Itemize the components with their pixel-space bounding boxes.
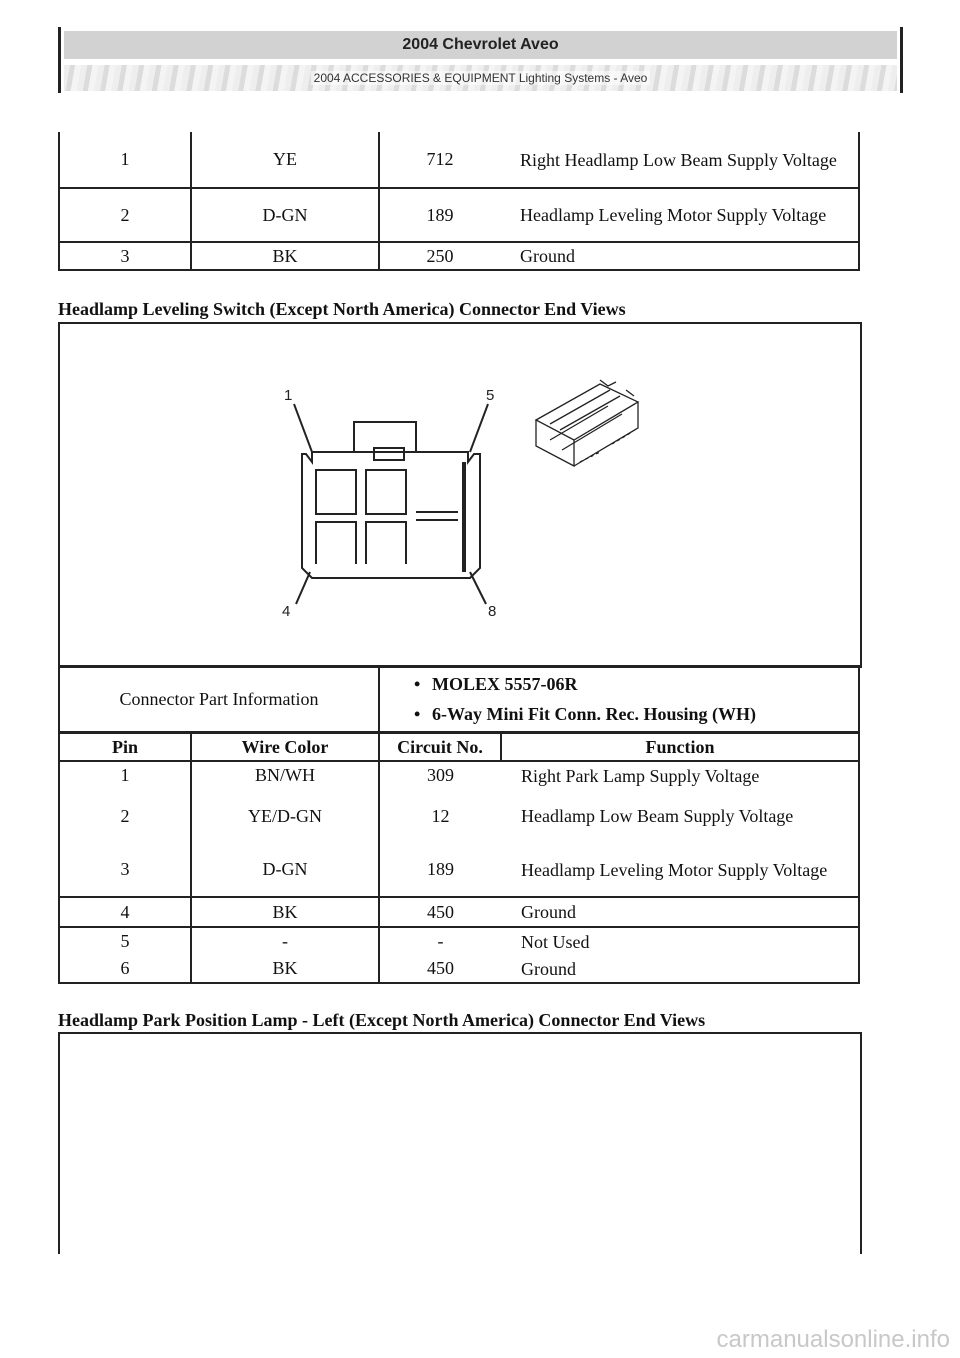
connector-part-info (58, 665, 860, 733)
header-title: 2004 Chevrolet Aveo (64, 31, 897, 59)
circuit-cell: 12 (379, 789, 501, 843)
wire-color-cell: BK (191, 897, 379, 927)
header-right-rule (900, 27, 903, 93)
wire-color-cell: - (191, 927, 379, 955)
pin-cell: 3 (59, 843, 191, 897)
part-info-label: Connector Part Information (59, 666, 379, 732)
wire-color-cell: D-GN (191, 843, 379, 897)
table-row (59, 789, 859, 843)
part-info-values (379, 666, 859, 732)
pin1-label: 1 (284, 387, 293, 404)
header-subtitle-text: 2004 ACCESSORIES & EQUIPMENT Lighting Systems - Aveo (311, 71, 651, 85)
part-info-list (410, 669, 857, 729)
wire-color-cell: BK (191, 955, 379, 983)
function-cell: Not Used (501, 927, 859, 955)
pin-cell: 3 (59, 242, 191, 270)
circuit-cell: - (379, 927, 501, 955)
wire-color-cell: BK (191, 242, 379, 270)
connector-diagram-panel (58, 322, 862, 668)
table-row (59, 955, 859, 983)
pin-cell: 2 (59, 789, 191, 843)
pin-cell: 2 (59, 188, 191, 242)
wire-color-cell: D-GN (191, 188, 379, 242)
col-header-function: Function (501, 733, 859, 761)
pin-cell: 5 (59, 927, 191, 955)
wire-color-cell: YE (191, 132, 379, 188)
pin-cell: 1 (59, 761, 191, 789)
function-cell: Ground (500, 242, 859, 270)
function-cell: Headlamp Leveling Motor Supply Voltage (500, 188, 859, 242)
col-header-wire-color: Wire Color (191, 733, 379, 761)
table-row (59, 927, 859, 955)
circuit-cell: 250 (379, 242, 500, 270)
park-section-heading: Headlamp Park Position Lamp - Left (Except North America) Connector End Views (58, 1010, 706, 1030)
function-cell: Ground (501, 897, 859, 927)
function-cell: Right Headlamp Low Beam Supply Voltage (500, 132, 859, 188)
wire-color-cell: YE/D-GN (191, 789, 379, 843)
circuit-cell: 189 (379, 843, 501, 897)
circuit-cell: 450 (379, 955, 501, 983)
circuit-cell: 450 (379, 897, 501, 927)
switch-pin-table (58, 732, 860, 984)
connector-diagram (60, 324, 860, 666)
col-header-pin: Pin (59, 733, 191, 761)
pin-cell: 4 (59, 897, 191, 927)
table-row (59, 897, 859, 927)
table-header-row (59, 733, 859, 761)
table-row (59, 188, 859, 242)
function-cell: Headlamp Leveling Motor Supply Voltage (501, 843, 859, 897)
wire-color-cell: BN/WH (191, 761, 379, 789)
pin8-label: 8 (488, 603, 497, 620)
table-row (59, 132, 859, 188)
circuit-cell: 712 (379, 132, 500, 188)
page-header (58, 27, 903, 93)
pin4-label: 4 (282, 603, 291, 620)
part-info-item: • MOLEX 5557-06R (432, 669, 857, 699)
pin5-label: 5 (486, 387, 495, 404)
function-cell: Headlamp Low Beam Supply Voltage (501, 789, 859, 843)
function-cell: Right Park Lamp Supply Voltage (501, 761, 859, 789)
table-row (59, 242, 859, 270)
part-info-item: • 6-Way Mini Fit Conn. Rec. Housing (WH) (432, 699, 857, 729)
header-subtitle (64, 65, 897, 91)
table-row (59, 843, 859, 897)
part-info-row (59, 666, 859, 732)
park-diagram-panel (58, 1032, 862, 1254)
pin-cell: 1 (59, 132, 191, 188)
table-row (59, 761, 859, 789)
switch-section-heading: Headlamp Leveling Switch (Except North America) Connector End Views (58, 299, 626, 319)
watermark: carmanualsonline.info (716, 1326, 950, 1353)
top-pin-table (58, 132, 860, 271)
function-cell: Ground (501, 955, 859, 983)
circuit-cell: 189 (379, 188, 500, 242)
pin-cell: 6 (59, 955, 191, 983)
header-left-rule (58, 27, 61, 93)
col-header-circuit: Circuit No. (379, 733, 501, 761)
circuit-cell: 309 (379, 761, 501, 789)
